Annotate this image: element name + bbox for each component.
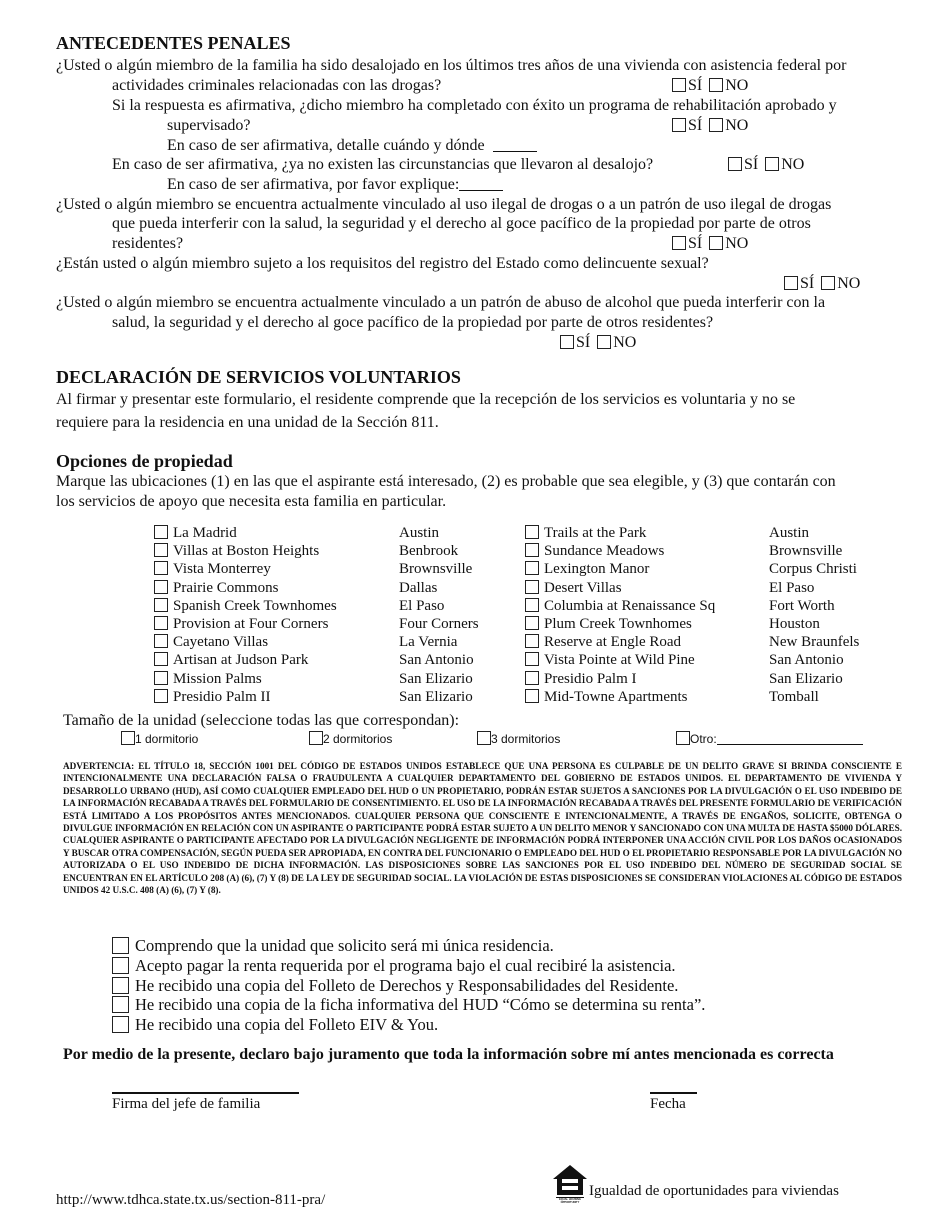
property-city: Four Corners [399, 616, 479, 633]
q1a-answer [672, 116, 748, 136]
acknowledgement-text: Acepto pagar la renta requerida por el programa bajo el cual recibiré la asistencia. [135, 955, 676, 975]
voluntary-services-heading: DECLARACIÓN DE SERVICIOS VOLUNTARIOS [56, 367, 461, 387]
property-name: Lexington Manor [544, 561, 650, 578]
property-checkbox[interactable] [525, 525, 539, 539]
q2-yes-checkbox[interactable] [672, 236, 686, 250]
acknowledgement-checkbox[interactable] [112, 977, 129, 994]
no-label: NO [781, 156, 805, 173]
q4-yes-checkbox[interactable] [560, 335, 574, 349]
property-name: Mid-Towne Apartments [544, 688, 688, 705]
q2-answer [672, 234, 748, 254]
q3-answer [784, 274, 860, 294]
property-city: San Antonio [399, 652, 474, 669]
q1b-text: En caso de ser afirmativa, ¿ya no existen las circunstancias que llevaron al desalojo? [112, 156, 654, 173]
no-label: NO [613, 334, 637, 351]
property-option[interactable] [154, 597, 337, 615]
acknowledgement-item[interactable] [112, 956, 705, 976]
acknowledgement-item[interactable] [112, 936, 705, 956]
property-checkbox[interactable] [154, 652, 168, 666]
unit-3br-checkbox[interactable] [477, 731, 491, 745]
q1-text-line1: ¿Usted o algún miembro de la familia ha sido desalojado en los últimos tres años de una vivienda con asistencia federal por [56, 57, 847, 74]
q1a-no-checkbox[interactable] [709, 118, 723, 132]
property-option[interactable] [154, 670, 337, 688]
property-option[interactable] [154, 615, 337, 633]
no-label: NO [725, 235, 749, 252]
acknowledgement-item[interactable] [112, 1015, 705, 1035]
yes-label: SÍ [800, 275, 815, 292]
property-name: Trails at the Park [544, 525, 647, 541]
property-option[interactable] [525, 597, 715, 615]
q1a-text-line2: supervisado? [167, 117, 251, 134]
property-checkbox[interactable] [154, 580, 168, 594]
property-city: San Elizario [769, 670, 843, 687]
property-name: Desert Villas [544, 579, 622, 596]
property-city: Benbrook [399, 543, 459, 560]
property-option[interactable] [525, 560, 715, 578]
yes-label: SÍ [688, 77, 703, 94]
property-checkbox[interactable] [525, 634, 539, 648]
property-text-line2: los servicios de apoyo que necesita esta familia en particular. [56, 493, 447, 510]
property-checkbox[interactable] [154, 671, 168, 685]
property-city: San Elizario [399, 688, 473, 705]
property-option[interactable] [154, 542, 337, 560]
unit-size-label: Tamaño de la unidad (seleccione todas las que correspondan): [63, 712, 460, 729]
q3-no-checkbox[interactable] [821, 276, 835, 290]
property-checkbox[interactable] [525, 580, 539, 594]
property-city: La Vernia [399, 634, 458, 651]
property-checkbox[interactable] [525, 598, 539, 612]
unit-other-field[interactable] [717, 732, 863, 745]
property-checkbox[interactable] [154, 689, 168, 703]
property-name: Prairie Commons [173, 579, 279, 596]
property-name: Cayetano Villas [173, 634, 269, 651]
property-option[interactable] [525, 670, 715, 688]
property-checkbox[interactable] [154, 598, 168, 612]
q1a-detail-field[interactable] [493, 137, 537, 152]
property-city: Tomball [769, 688, 819, 705]
property-checkbox[interactable] [525, 543, 539, 557]
property-checkbox[interactable] [154, 525, 168, 539]
property-option[interactable] [525, 633, 715, 651]
acknowledgement-text: He recibido una copia del Folleto de Derechos y Responsabilidades del Residente. [135, 975, 679, 995]
acknowledgement-checkbox[interactable] [112, 937, 129, 954]
property-option[interactable] [525, 688, 715, 706]
q1b-explain-label: En caso de ser afirmativa, por favor explique: [167, 176, 460, 193]
property-checkbox[interactable] [154, 561, 168, 575]
acknowledgement-text: Comprendo que la unidad que solicito será mi única residencia. [135, 936, 554, 955]
q2-no-checkbox[interactable] [709, 236, 723, 250]
yes-label: SÍ [688, 117, 703, 134]
q1a-text-line1: Si la respuesta es afirmativa, ¿dicho miembro ha completado con éxito un programa de rehabilitación aprobado y [112, 97, 837, 114]
unit-size-2br[interactable] [309, 731, 392, 746]
q2-text-line2: que pueda interferir con la salud, la seguridad y el derecho al goce pacífico de la propiedad por parte de otros [112, 215, 811, 232]
property-option[interactable] [154, 579, 337, 597]
q4-no-checkbox[interactable] [597, 335, 611, 349]
unit-1br-checkbox[interactable] [121, 731, 135, 745]
unit-size-other[interactable] [676, 731, 863, 746]
q1b-yes-checkbox[interactable] [728, 157, 742, 171]
voluntary-text-line1: Al firmar y presentar este formulario, el residente comprende que la recepción de los servicios es voluntaria y no se [56, 391, 796, 408]
q4-text-line1: ¿Usted o algún miembro se encuentra actualmente vinculado a un patrón de abuso de alcohol que pueda interferir con la [56, 294, 826, 311]
equal-housing-logo-text: EQUAL HOUSING OPPORTUNITY [559, 1198, 581, 1204]
property-checkbox[interactable] [525, 652, 539, 666]
property-cities-left [399, 524, 479, 706]
no-label: NO [725, 117, 749, 134]
property-option[interactable] [154, 633, 337, 651]
property-name: Sundance Meadows [544, 543, 665, 560]
property-city: Corpus Christi [769, 561, 857, 578]
property-options-heading: Opciones de propiedad [56, 451, 233, 471]
no-label: NO [837, 275, 861, 292]
q3-yes-checkbox[interactable] [784, 276, 798, 290]
property-city: Fort Worth [769, 597, 835, 614]
acknowledgement-checkbox[interactable] [112, 1016, 129, 1033]
acknowledgement-text: He recibido una copia del Folleto EIV & You. [135, 1015, 439, 1035]
property-option[interactable] [154, 524, 337, 542]
unit-other-checkbox[interactable] [676, 731, 690, 745]
no-label: NO [725, 77, 749, 94]
property-option[interactable] [154, 560, 337, 578]
q4-text-line2: salud, la seguridad y el derecho al goce pacífico de la propiedad por parte de otros residentes? [112, 314, 714, 331]
yes-label: SÍ [744, 156, 759, 173]
unit-2br-label: 2 dormitorios [323, 732, 393, 746]
q1a-detail-label: En caso de ser afirmativa, detalle cuándo y dónde [167, 137, 485, 154]
property-city: El Paso [399, 597, 445, 614]
property-name: Provision at Four Corners [173, 616, 329, 633]
property-name: Plum Creek Townhomes [544, 616, 692, 633]
q1-no-checkbox[interactable] [709, 78, 723, 92]
property-checkbox[interactable] [525, 671, 539, 685]
yes-label: SÍ [688, 235, 703, 252]
acknowledgement-text: He recibido una copia de la ficha informativa del HUD “Cómo se determina su renta”. [135, 995, 706, 1015]
property-checkbox[interactable] [154, 634, 168, 648]
property-option[interactable] [525, 615, 715, 633]
property-text-line1: Marque las ubicaciones (1) en las que el aspirante está interesado, (2) es probable que sea elegible, y (3) que contarán con [56, 473, 836, 490]
q1a-yes-checkbox[interactable] [672, 118, 686, 132]
property-city: Brownsville [399, 561, 473, 578]
q1b-explain-field[interactable] [459, 176, 503, 191]
q1a-detail [167, 136, 537, 156]
footer-url[interactable]: http://www.tdhca.state.tx.us/section-811-pra/ [56, 1192, 326, 1208]
property-option[interactable] [154, 688, 337, 706]
property-city: El Paso [769, 579, 815, 596]
unit-size-3br[interactable] [477, 731, 560, 746]
unit-1br-label: 1 dormitorio [135, 732, 199, 746]
q2-text-line3: residentes? [112, 235, 184, 252]
q3-text: ¿Están usted o algún miembro sujeto a los requisitos del registro del Estado como delincuente sexual? [56, 255, 709, 272]
property-name: Columbia at Renaissance Sq [544, 597, 716, 614]
property-name: La Madrid [173, 525, 237, 541]
equal-housing-text: Igualdad de oportunidades para viviendas [589, 1183, 839, 1199]
q1-text-line2: actividades criminales relacionadas con las drogas? [112, 77, 442, 94]
property-name: Artisan at Judson Park [173, 652, 309, 669]
legal-warning: ADVERTENCIA: EL TÍTULO 18, SECCIÓN 1001 DEL CÓDIGO DE ESTADOS UNIDOS ESTABLECE QUE UNA PERSONA ES CULPABLE DE UN DELITO GRAVE SI BRINDA CONSCIENTE E INTENCIONALMENTE UNA DECLARACIÓN FALSA O FRAUDULENTA A CUALQUIER DEPARTAMENTO DEL GOBIERNO DE ESTADOS UNIDOS. EL DEPARTAMENTO DE VIVIENDA Y DESARROLLO URBANO (HUD), ASÍ COMO CUALQUIER EMPLEADO DEL HUD O UN PROPIETARIO, PODRÁN ESTAR SUJETOS A SANCIONES POR LA DIVULGACIÓN O EL USO INDEBIDO DE LA INFORMACIÓN RECABADA A TRAVÉS DEL FORMULARIO DE CONSENTIMIENTO. EL USO DE LA INFORMACIÓN RECABADA A TRAVÉS DEL PRESENTE FORMULARIO DE VERIFICACIÓN ESTÁ LIMITADO A LOS PROPÓSITOS ANTES MENCIONADOS. CUALQUIER PERSONA QUE CONSCIENTE E INTENCIONALMENTE, A TRAVÉS DE ENGAÑOS, SOLICITE, OBTENGA O DIVULGUE INFORMACIÓN EN RELACIÓN CON UN ASPIRANTE O PARTICIPANTE PODRÁ ESTAR SUJETO A UN DELITO MENOR Y SANCIONADO CON UNA MULTA DE HASTA $5000 DÓLARES. CUALQUIER ASPIRANTE O PARTICIPANTE AFECTADO POR LA DIVULGACIÓN NEGLIGENTE DE INFORMACIÓN PODRÁ INTERPONER UNA ACCIÓN CIVIL POR LOS DAÑOS OCASIONADOS Y BUSCAR OTRA COMPENSACIÓN, SEGÚN PUEDA SER APROPIADA, EN CONTRA DEL FUNCIONARIO O EMPLEADO DEL HUD O EL PROPIETARIO RESPONSABLE POR LA DIVULGACIÓN NO AUTORIZADA O EL USO INDEBIDO DE DICHA INFORMACIÓN. LAS DISPOSICIONES SOBRE LAS SANCIONES POR EL USO INDEBIDO DEL NÚMERO DE SEGURIDAD SOCIAL SE ENCUENTRAN EN EL ARTÍCULO 208 (A) (6), (7) Y (8) DE LA LEY DE SEGURIDAD SOCIAL. LA VIOLACIÓN DE ESTAS DISPOSICIONES SE CONSIDERAN VIOLACIONES AL CÓDIGO DE ESTADOS UNIDOS 42 U.S.C. 408 (A) (6), (7) Y (8). [63, 761, 902, 896]
yes-label: SÍ [576, 334, 591, 351]
oath-statement: Por medio de la presente, declaro bajo juramento que toda la información sobre mí antes mencionada es correcta [63, 1046, 834, 1063]
property-name: Villas at Boston Heights [173, 543, 320, 560]
property-checkbox[interactable] [525, 561, 539, 575]
property-option[interactable] [525, 524, 715, 542]
property-name: Reserve at Engle Road [544, 634, 682, 651]
property-option[interactable] [525, 651, 715, 669]
property-name: Vista Monterrey [173, 561, 271, 578]
head-signature-label: Firma del jefe de familia [112, 1096, 261, 1112]
voluntary-text-line2: requiere para la residencia en una unidad de la Sección 811. [56, 414, 439, 431]
q1b-no-checkbox[interactable] [765, 157, 779, 171]
property-name: Presidio Palm I [544, 670, 637, 687]
property-city: Dallas [399, 579, 438, 596]
property-name: Vista Pointe at Wild Pine [544, 652, 695, 669]
property-city: Houston [769, 616, 820, 633]
q2-text-line1: ¿Usted o algún miembro se encuentra actualmente vinculado al uso ilegal de drogas o a un patrón de uso ilegal de drogas [56, 196, 832, 213]
acknowledgement-checkbox[interactable] [112, 957, 129, 974]
property-city: Austin [769, 525, 810, 541]
property-list-right [525, 524, 715, 706]
acknowledgement-item[interactable] [112, 976, 705, 996]
property-name: Mission Palms [173, 670, 262, 687]
acknowledgement-checkbox[interactable] [112, 996, 129, 1013]
date-label: Fecha [650, 1096, 686, 1112]
property-option[interactable] [154, 651, 337, 669]
unit-size-1br[interactable] [121, 731, 198, 746]
unit-3br-label: 3 dormitorios [491, 732, 561, 746]
property-checkbox[interactable] [154, 616, 168, 630]
q1-answer [672, 76, 748, 96]
unit-2br-checkbox[interactable] [309, 731, 323, 745]
equal-housing-logo-icon [552, 1164, 588, 1204]
property-option[interactable] [525, 579, 715, 597]
property-checkbox[interactable] [525, 616, 539, 630]
property-name: Presidio Palm II [173, 688, 271, 705]
q4-answer [560, 333, 636, 353]
property-checkbox[interactable] [154, 543, 168, 557]
property-city: San Antonio [769, 652, 844, 669]
property-name: Spanish Creek Townhomes [173, 597, 337, 614]
property-option[interactable] [525, 542, 715, 560]
property-city: New Braunfels [769, 634, 860, 651]
property-list-left [154, 524, 337, 706]
property-city: San Elizario [399, 670, 473, 687]
property-checkbox[interactable] [525, 689, 539, 703]
property-city: Brownsville [769, 543, 843, 560]
property-cities-right [769, 524, 859, 706]
q1b-answer [728, 155, 804, 175]
q1b-explain [167, 175, 503, 195]
unit-other-label: Otro: [690, 732, 717, 746]
acknowledgement-list [112, 936, 705, 1035]
property-city: Austin [399, 525, 440, 541]
criminal-history-heading: ANTECEDENTES PENALES [56, 33, 291, 53]
q1-yes-checkbox[interactable] [672, 78, 686, 92]
acknowledgement-item[interactable] [112, 995, 705, 1015]
